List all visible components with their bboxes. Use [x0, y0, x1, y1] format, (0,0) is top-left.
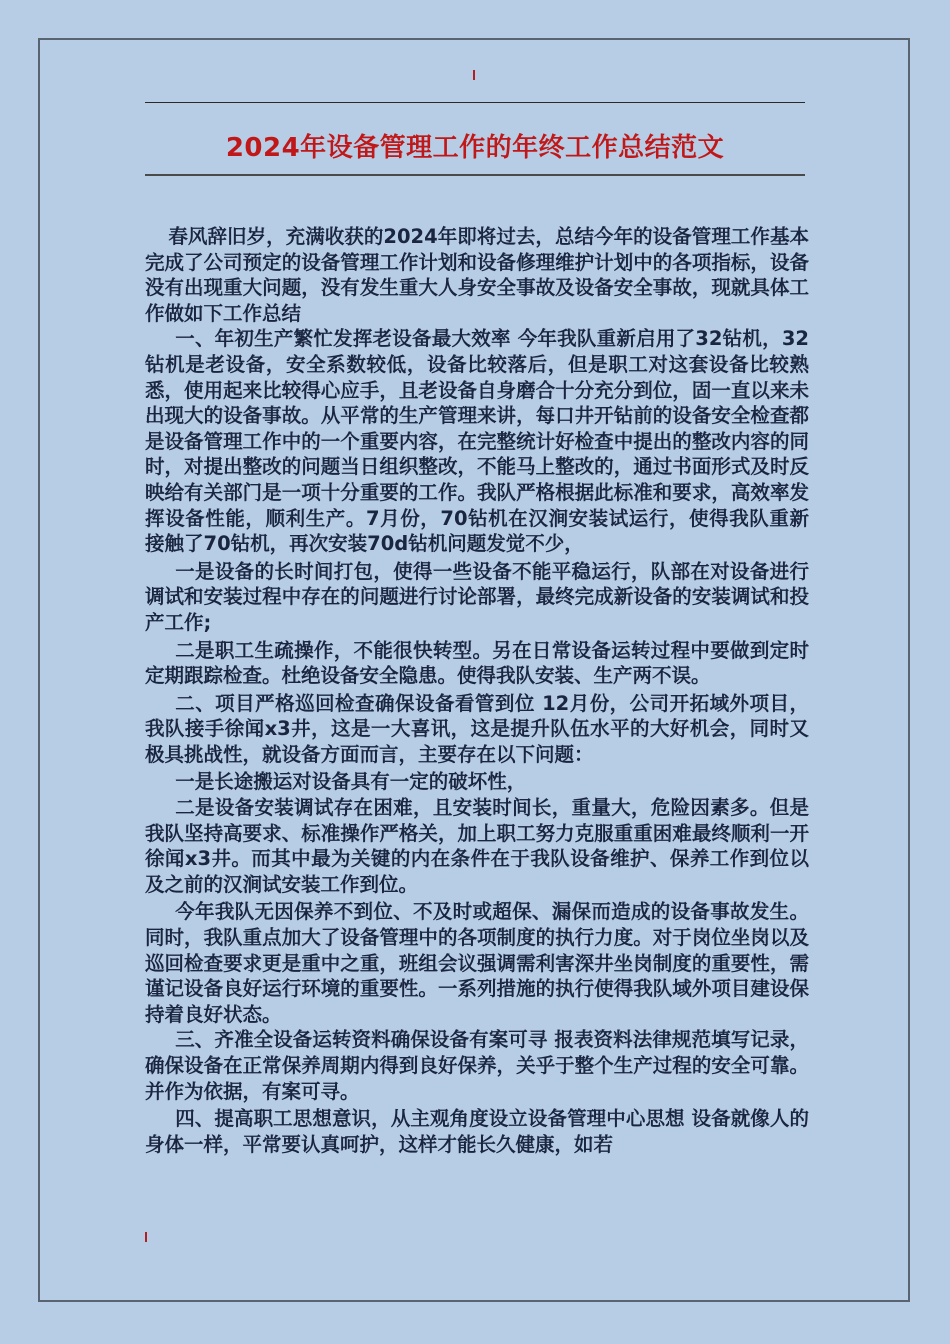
- paragraph-section-1-point-1: 一是设备的长时间打包，使得一些设备不能平稳运行，队部在对设备进行调试和安装过程中存在的问题进行讨论部署，最终完成新设备的安装调试和投产工作;: [145, 559, 809, 634]
- header-rule: [145, 102, 805, 103]
- title-underline: [145, 174, 805, 176]
- paragraph-maintenance-summary: 今年我队无因保养不到位、不及时或超保、漏保而造成的设备事故发生。同时，我队重点加大了设备管理中的各项制度的执行力度。对于岗位坐岗以及巡回检查要求更是重中之重，班组会议强调需利害深井坐岗制度的重要性，需谨记设备良好运行环境的重要性。一系列措施的执行使得我队域外项目建设保持着良好状态。: [145, 900, 809, 1026]
- paragraph-section-2: 二、项目严格巡回检查确保设备看管到位 12月份，公司开拓域外项目，我队接手徐闻x3井，这是一大喜讯，这是提升队伍水平的大好机会，同时又极具挑战性，就设备方面而言，主要存在以下问题：: [145, 691, 809, 766]
- paragraph-section-1-point-2: 二是职工生疏操作，不能很快转型。另在日常设备运转过程中要做到定时定期跟踪检查。杜绝设备安全隐患。使得我队安装、生产两不误。: [145, 638, 809, 688]
- header-cursor-mark: [473, 70, 475, 80]
- paragraph-section-1: 一、年初生产繁忙发挥老设备最大效率 今年我队重新启用了32钻机，32钻机是老设备，安全系数较低，设备比较落后，但是职工对这套设备比较熟悉，使用起来比较得心应手，且老设备自身磨合十分充分到位，固一直以来未出现大的设备事故。从平常的生产管理来讲，每口井开钻前的设备安全检查都是设备管理工作中的一个重要内容，在完整统计好检查中提出的整改内容的同时，对提出整改的问题当日组织整改，不能马上整改的，通过书面形式及时反映给有关部门是一项十分重要的工作。我队严格根据此标准和要求，高效率发挥设备性能，顺利生产。7月份，70钻机在汉涧安装试运行，使得我队重新接触了70钻机，再次安装70d钻机问题发觉不少，: [145, 327, 809, 556]
- document-body: [145, 224, 809, 1157]
- document-title: 2024年设备管理工作的年终工作总结范文: [225, 133, 725, 163]
- paragraph-section-4: 四、提高职工思想意识，从主观角度设立设备管理中心思想 设备就像人的身体一样，平常要认真呵护，这样才能长久健康，如若: [145, 1107, 809, 1156]
- paragraph-section-2-point-2: 二是设备安装调试存在困难，且安装时间长，重量大，危险因素多。但是我队坚持高要求、标准操作严格关，加上职工努力克服重重困难最终顺利一开徐闻x3井。而其中最为关键的内在条件在于我队设备维护、保养工作到位以及之前的汉涧试安装工作到位。: [145, 796, 809, 896]
- footer-cursor-mark: [145, 1232, 147, 1242]
- paragraph-intro: 春风辞旧岁，充满收获的2024年即将过去，总结今年的设备管理工作基本完成了公司预定的设备管理工作计划和设备修理维护计划中的各项指标，设备没有出现重大问题，没有发生重大人身安全事故及设备安全事故，现就具体工作做如下工作总结: [145, 225, 809, 325]
- paragraph-section-3: 三、齐准全设备运转资料确保设备有案可寻 报表资料法律规范填写记录，确保设备在正常保养周期内得到良好保养，关乎于整个生产过程的安全可靠。并作为依据，有案可寻。: [145, 1028, 809, 1103]
- paragraph-section-2-point-1: 一是长途搬运对设备具有一定的破坏性，: [175, 770, 527, 794]
